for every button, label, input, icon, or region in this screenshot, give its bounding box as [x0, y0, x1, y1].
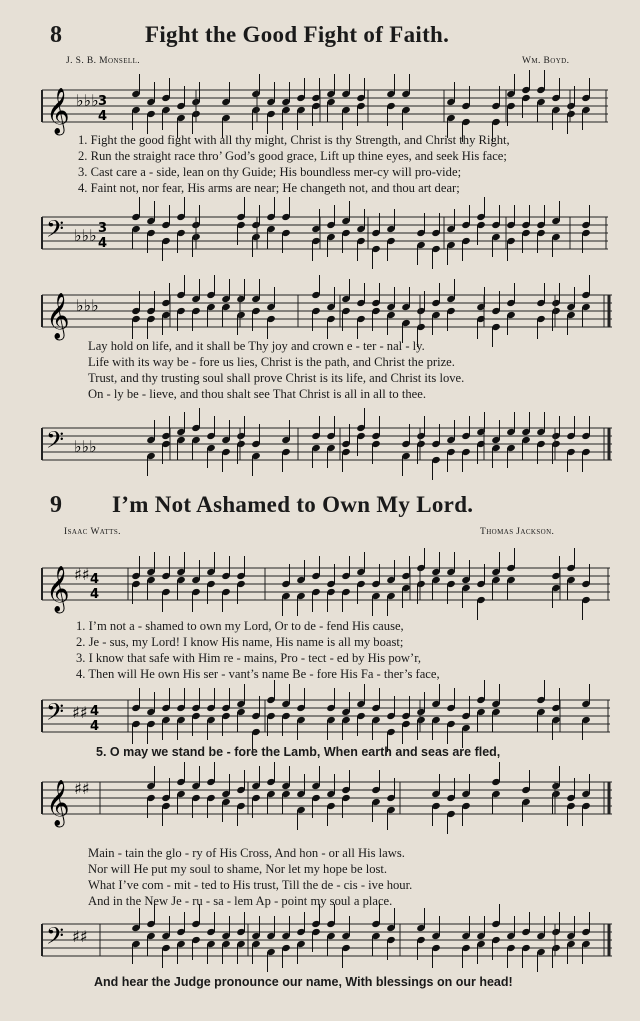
- bass-clef-icon: 𝄢: [46, 426, 65, 459]
- treble-clef-icon: 𝄞: [46, 566, 70, 612]
- svg-text:4: 4: [90, 587, 100, 602]
- music-staff-bass: [0, 912, 640, 964]
- treble-clef-icon: 𝄞: [46, 293, 70, 339]
- verse-line: And in the New Je - ru - sa - lem Ap - point my soul a place.: [88, 894, 393, 908]
- svg-text:♭♭♭: ♭♭♭: [76, 296, 99, 315]
- music-staff-treble: [0, 556, 640, 616]
- verse-line: On - ly be - lieve, and thou shalt see That Christ is all in all to thee.: [88, 387, 426, 401]
- verse-line: Trust, and thy trusting soul shall prove Christ is its life, and Christ its love.: [88, 371, 465, 385]
- svg-text:4: 4: [98, 109, 108, 124]
- verse-line: 3. Cast care a - side, lean on thy Guide; His boundless mer-cy will pro-vide;: [78, 165, 462, 179]
- music-staff-treble: [0, 287, 640, 337]
- verse-line: Lay hold on life, and it shall be Thy joy and crown e - ter - nal - ly.: [88, 339, 425, 353]
- verse-line: 2. Run the straight race thro’ God’s good grace, Lift up thine eyes, and seek His face;: [78, 149, 507, 163]
- svg-text:4: 4: [90, 572, 100, 587]
- verse-line: 4. Faint not, nor fear, His arms are near; He changeth not, and thou art dear;: [78, 181, 460, 195]
- verse-line: 1. Fight the good fight with all thy might, Christ is thy Strength, and Christ thy Right,: [78, 133, 510, 147]
- svg-text:♭♭♭: ♭♭♭: [74, 437, 97, 456]
- svg-text:3: 3: [98, 94, 108, 109]
- music-staff-treble: [0, 770, 640, 830]
- svg-text:♭♭♭: ♭♭♭: [76, 91, 99, 110]
- lyricist-credit: Isaac Watts.: [64, 527, 121, 537]
- bass-clef-icon: 𝄢: [46, 698, 65, 731]
- bass-clef-icon: 𝄢: [46, 215, 65, 248]
- music-staff-treble: [0, 82, 640, 132]
- verse-line: 1. I’m not a - shamed to own my Lord, Or to de - fend His cause,: [76, 619, 404, 633]
- verse-line: Main - tain the glo - ry of His Cross, And hon - or all His laws.: [88, 846, 405, 860]
- svg-text:4: 4: [90, 719, 100, 734]
- hymn-number: 9: [50, 492, 62, 518]
- hymn-number: 8: [50, 22, 62, 48]
- svg-text:♯♯: ♯♯: [72, 703, 88, 722]
- verse-line: 5. O may we stand be - fore the Lamb, When earth and seas are fled,: [96, 745, 501, 759]
- music-staff-bass: [0, 688, 640, 740]
- verse-line: Life with its way be - fore us lies, Christ is the path, and Christ the prize.: [88, 355, 455, 369]
- treble-clef-icon: 𝄞: [46, 780, 70, 826]
- composer-credit: Thomas Jackson.: [480, 527, 555, 537]
- svg-text:♯♯: ♯♯: [74, 779, 90, 798]
- svg-text:3: 3: [98, 221, 108, 236]
- treble-clef-icon: 𝄞: [46, 88, 70, 134]
- verse-line: 3. I know that safe with Him re - mains, Pro - tect - ed by His pow’r,: [76, 651, 422, 665]
- svg-text:4: 4: [98, 236, 108, 251]
- composer-credit: Wm. Boyd.: [522, 56, 570, 66]
- verse-line: 4. Then will He own His ser - vant’s name Be - fore His Fa - ther’s face,: [76, 667, 440, 681]
- music-staff-bass: [0, 408, 640, 468]
- svg-text:♯♯: ♯♯: [74, 565, 90, 584]
- svg-text:♯♯: ♯♯: [72, 927, 88, 946]
- svg-text:♭♭♭: ♭♭♭: [74, 226, 97, 245]
- lyricist-credit: J. S. B. Monsell.: [66, 56, 141, 66]
- verse-line: What I’ve com - mit - ted to His trust, Till the de - cis - ive hour.: [88, 878, 413, 892]
- verse-line: And hear the Judge pronounce our name, With blessings on our head!: [94, 975, 513, 989]
- svg-text:4: 4: [90, 704, 100, 719]
- hymn-title: I’m Not Ashamed to Own My Lord.: [112, 492, 474, 517]
- verse-line: Nor will He put my soul to shame, Nor let my hope be lost.: [88, 862, 388, 876]
- bass-clef-icon: 𝄢: [46, 922, 65, 955]
- music-staff-bass: [0, 205, 640, 257]
- hymn-title: Fight the Good Fight of Faith.: [145, 22, 450, 47]
- verse-line: 2. Je - sus, my Lord! I know His name, His name is all my boast;: [76, 635, 404, 649]
